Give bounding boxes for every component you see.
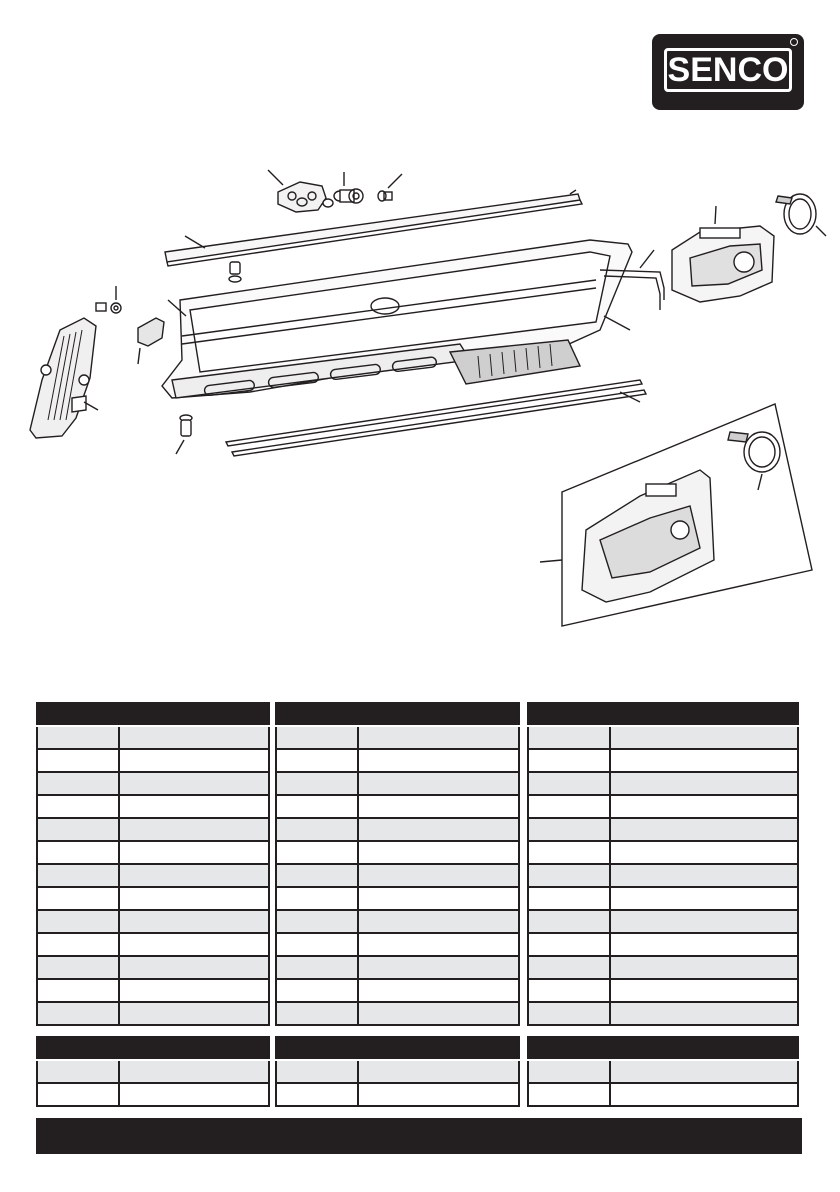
table-row	[528, 864, 798, 887]
table-row	[528, 956, 798, 979]
table-row	[276, 864, 519, 887]
inset-detail-box	[540, 404, 812, 626]
left-screw-washer	[96, 286, 121, 313]
parts-table-3	[527, 702, 799, 1026]
table-row	[528, 795, 798, 818]
table-header	[528, 1036, 798, 1060]
table-row	[37, 749, 269, 772]
table-row	[528, 910, 798, 933]
exploded-parts-diagram	[0, 150, 840, 650]
parts-table-1	[36, 702, 270, 1026]
table-header	[37, 1036, 269, 1060]
table-row	[528, 979, 798, 1002]
table-header	[276, 702, 519, 726]
table-row	[37, 795, 269, 818]
rods	[226, 380, 646, 456]
pusher-assembly	[672, 206, 774, 302]
table-row	[528, 933, 798, 956]
table-row	[37, 1002, 269, 1025]
table-row	[276, 795, 519, 818]
parts-table-4	[36, 1036, 270, 1107]
table-row	[528, 1002, 798, 1025]
table-row	[37, 841, 269, 864]
parts-table-2	[275, 702, 520, 1026]
table-row	[276, 818, 519, 841]
screw-top	[378, 174, 402, 201]
logo-frame	[664, 48, 792, 92]
senco-logo	[652, 34, 804, 110]
table-row	[37, 818, 269, 841]
table-row	[276, 979, 519, 1002]
spring-coil	[776, 194, 826, 236]
table-row	[528, 1060, 798, 1083]
logo-text: SENCO	[667, 51, 789, 89]
table-row	[37, 910, 269, 933]
table-row	[276, 841, 519, 864]
table-row	[37, 956, 269, 979]
table-header	[37, 702, 269, 726]
table-row	[37, 979, 269, 1002]
table-row	[37, 1083, 269, 1106]
table-header	[528, 702, 798, 726]
table-row	[276, 933, 519, 956]
table-row	[37, 772, 269, 795]
table-row	[276, 1002, 519, 1025]
parts-table-6	[527, 1036, 799, 1107]
bushing	[334, 172, 363, 203]
table-row	[37, 1060, 269, 1083]
table-row	[528, 818, 798, 841]
table-row	[37, 864, 269, 887]
table-row	[276, 1083, 519, 1106]
parts-table-5	[275, 1036, 520, 1107]
table-row	[276, 772, 519, 795]
latch	[138, 300, 186, 364]
table-row	[276, 749, 519, 772]
feeder-arm	[30, 318, 98, 438]
table-row	[528, 749, 798, 772]
footer-bar	[36, 1118, 802, 1154]
table-row	[276, 726, 519, 749]
table-row	[528, 726, 798, 749]
table-row	[276, 887, 519, 910]
table-row	[528, 887, 798, 910]
table-row	[528, 1083, 798, 1106]
table-row	[37, 933, 269, 956]
table-row	[37, 726, 269, 749]
center-screw	[229, 262, 241, 282]
table-header	[276, 1036, 519, 1060]
table-row	[276, 910, 519, 933]
table-row	[528, 841, 798, 864]
pivot-bracket	[268, 170, 333, 212]
table-row	[276, 956, 519, 979]
table-row	[528, 772, 798, 795]
table-row	[37, 887, 269, 910]
registered-mark-icon	[790, 38, 798, 46]
table-row	[276, 1060, 519, 1083]
bottom-screw	[176, 415, 192, 454]
